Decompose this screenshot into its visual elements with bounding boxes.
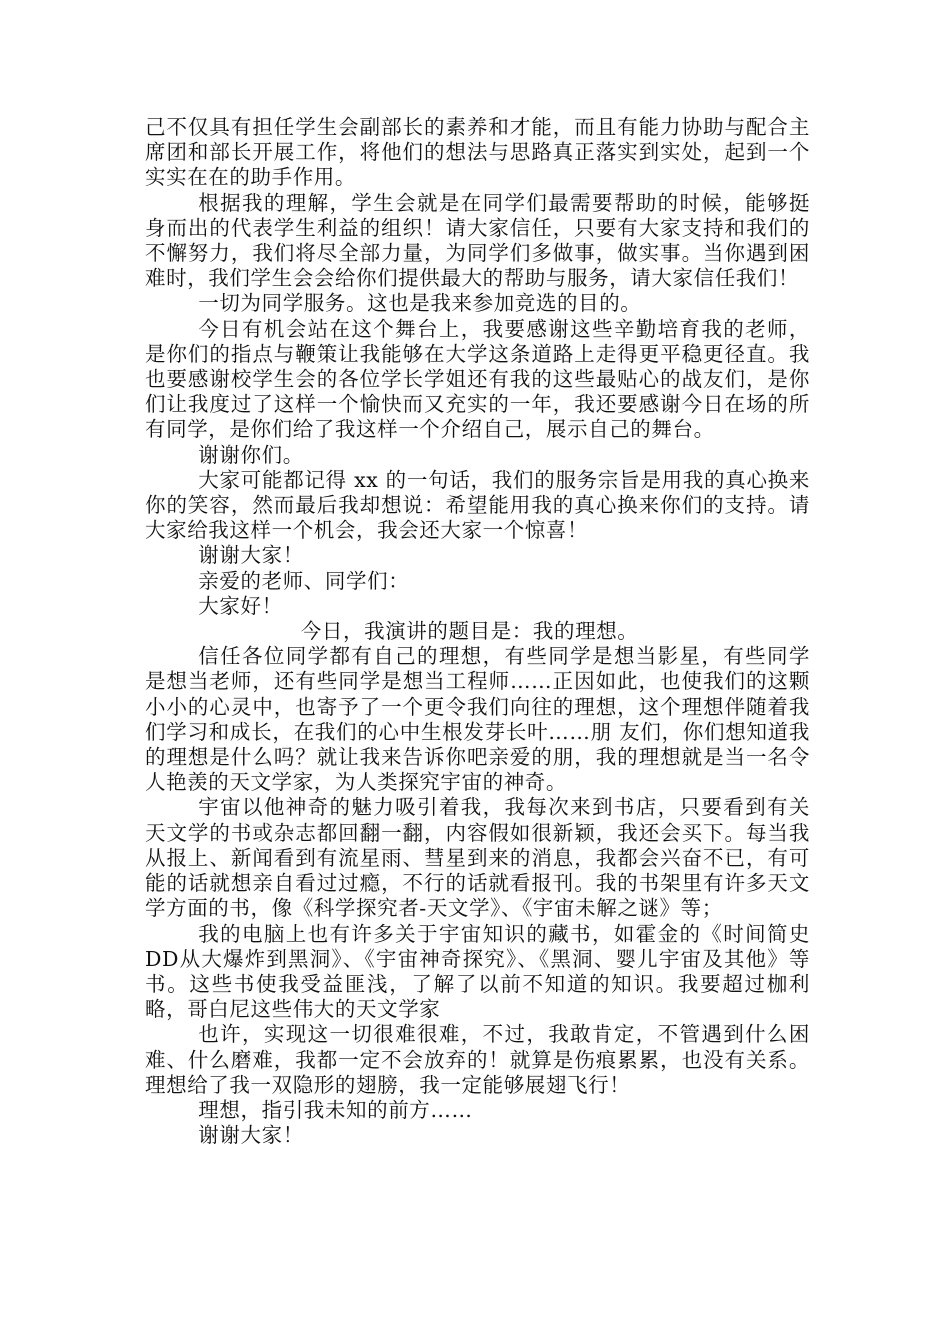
paragraph-5: 谢谢你们。 (198, 442, 304, 467)
paragraph-4: 今日有机会站在这个舞台上，我要感谢这些辛勤培育我的老师，是你们的指点与鞭策让我能够在大学这条道路上走得更平稳更径直。我也要感谢校学生会的各位学长学姐还有我的这些最贴心的战友们，是你们让我度过了这样一个愉快而又充实的一年，我还要感谢今日在场的所有同学，是你们给了我这样一个介绍自己，展示自己的舞台。 (145, 316, 810, 442)
closing-thanks: 谢谢大家！ (198, 1123, 304, 1148)
paragraph-14: 也许，实现这一切很难很难，不过，我敢肯定，不管遇到什么困难、什么磨难，我都一定不会放弃的！就算是伤痕累累，也没有关系。理想给了我一双隐形的翅膀，我一定能够展翅飞行！ (145, 1022, 810, 1097)
paragraph-6: 大家可能都记得 xx 的一句话，我们的服务宗旨是用我的真心换来你的笑容，然而最后我却想说：希望能用我的真心换来你们的支持。请大家给我这样一个机会，我会还大家一个惊喜！ (145, 467, 810, 543)
paragraph-12: 宇宙以他神奇的魅力吸引着我，我每次来到书店，只要看到有关天文学的书或杂志都回翻一翻，内容假如很新颖，我还会买下。每当我从报上、新闻看到有流星雨、彗星到来的消息，我都会兴奋不已，有可能的话就想亲自看过过瘾，不行的话就看报刊。我的书架里有许多天文学方面的书，像《科学探究者-天文学》、《宇宙未解之谜》等； (145, 795, 810, 921)
paragraph-7: 谢谢大家！ (198, 543, 304, 568)
greeting: 大家好！ (198, 593, 283, 618)
paragraph-2: 根据我的理解，学生会就是在同学们最需要帮助的时候，能够挺身而出的代表学生利益的组织！请大家信任，只要有大家支持和我们的不懈努力，我们将尽全部力量，为同学们多做事，做实事。当你遇到困难时，我们学生会会给你们提供最大的帮助与服务，请大家信任我们！ (145, 190, 810, 291)
paragraph-13: 我的电脑上也有许多关于宇宙知识的藏书，如霍金的《时间简史DD从大爆炸到黑洞》、《宇宙神奇探究》、《黑洞、婴儿宇宙及其他》等书。这些书使我受益匪浅，了解了以前不知道的知识。我要超过枷利略，哥白尼这些伟大的天文学家 (145, 921, 810, 1022)
speech-title-line: 今日，我演讲的题目是：我的理想。 (300, 619, 639, 644)
document-body (145, 115, 810, 1148)
paragraph-3: 一切为同学服务。这也是我来参加竞选的目的。 (198, 291, 642, 316)
paragraph-11: 信任各位同学都有自己的理想，有些同学是想当影星，有些同学是想当老师，还有些同学是想当工程师……正因如此，也使我们的这颗小小的心灵中，也寄予了一个更令我们向往的理想，这个理想伴随着我们学习和成长，在我们的心中生根发芽长叶……朋 友们，你们想知道我的理想是什么吗？就让我来告诉你吧亲爱的朋，我的理想就是当一名令人艳羡的天文学家，为人类探究宇宙的神奇。 (145, 644, 810, 795)
salutation: 亲爱的老师、同学们： (198, 568, 410, 593)
paragraph-1: 己不仅具有担任学生会副部长的素养和才能，而且有能力协助与配合主席团和部长开展工作，将他们的想法与思路真正落实到实处，起到一个实实在在的助手作用。 (145, 115, 810, 190)
paragraph-15: 理想，指引我未知的前方…… (198, 1097, 473, 1122)
